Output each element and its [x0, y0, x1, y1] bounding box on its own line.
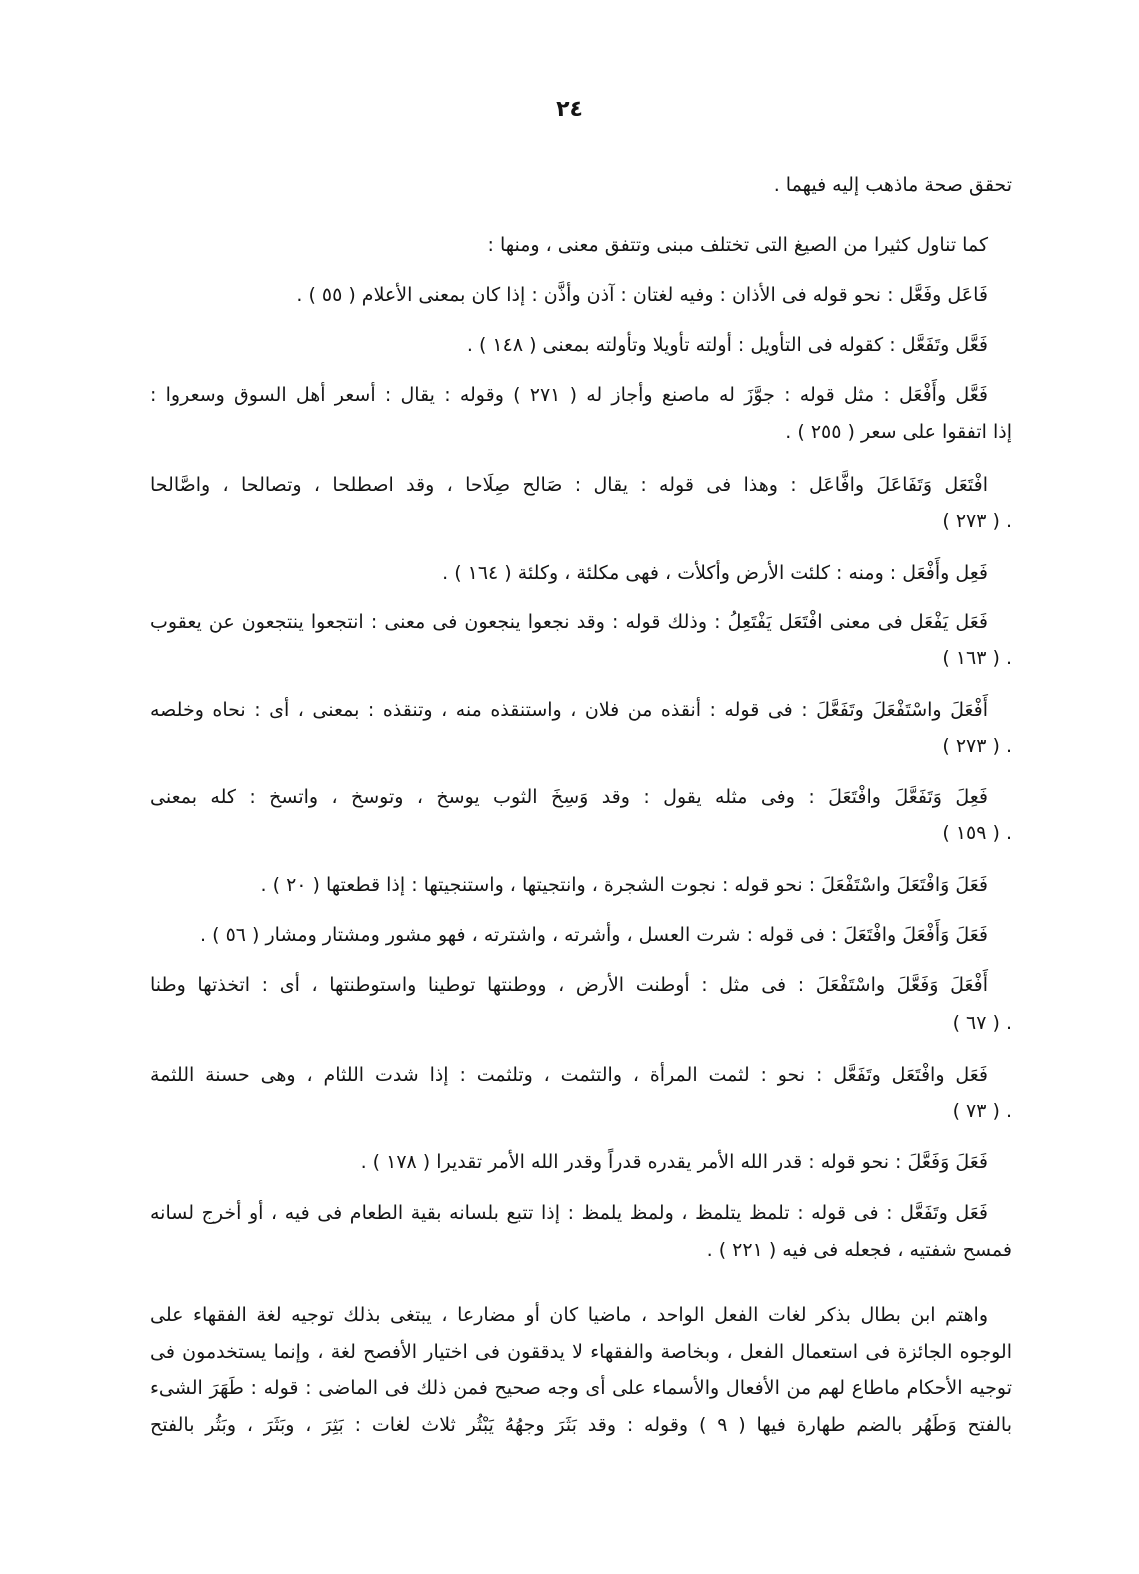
entry-9-line-1: فَعَلَ وَافْتَعَلَ واسْتَفْعَلَ : نحو قوله : نجوت الشجرة ، وانتجيتها ، واستنجيتها : إذا قطعتها ( ٢٠ ) .: [260, 874, 988, 896]
entry-12-line-2: ( ٧٣ ) .: [952, 1100, 1012, 1122]
entry-7-line-2: ( ٢٧٣ ) .: [942, 735, 1012, 757]
entry-3-line-2: إذا اتفقوا على سعر ( ٢٥٥ ) .: [785, 421, 1012, 443]
text-block: [150, 0, 1012, 1574]
entry-3-line-1: فَعَّل وأَفْعَل : مثل قوله : جوَّزَ له ماصنع وأجاز له ( ٢٧١ ) وقوله : يقال : أسعر أهل السوق وسعروا :: [150, 384, 988, 406]
entry-4-line-1: افْتَعَل وَتَفَاعَلَ وافَّاعَل : وهذا فى قوله : يقال : صَالح صِلَاحا ، وقد اصطلحا ، وتصالحا ، واصَّالحا: [150, 474, 988, 496]
paragraph-line-2: الوجوه الجائزة فى استعمال الفعل ، وبخاصة والفقهاء لا يدققون فى اختيار الأفصح لغة ، وإنما يستخدمون فى: [150, 1341, 1012, 1363]
entry-12-line-1: فَعَل وافْتَعَل وتَفَعَّل : نحو : لثمت المرأة ، والتثمت ، وتلثمت : إذا شدت اللثام ، وهى حسنة اللثمة: [150, 1064, 988, 1086]
paragraph-line-3: توجيه الأحكام ماطاع لهم من الأفعال والأسماء على أى وجه صحيح فمن ذلك فى الماضى : قوله : طَهَرَ الشىء: [150, 1377, 1012, 1399]
lead-line: كما تناول كثيرا من الصيغ التى تختلف مبنى وتتفق معنى ، ومنها :: [487, 234, 988, 256]
entry-8-line-2: ( ١٥٩ ) .: [942, 822, 1012, 844]
entry-2-line-1: فَعَّل وتَفَعَّل : كقوله فى التأويل : أولته تأويلا وتأولته بمعنى ( ١٤٨ ) .: [466, 334, 988, 356]
entry-11-line-1: أَفْعَلَ وَفَعَّلَ واسْتَفْعَلَ : فى مثل : أوطنت الأرض ، ووطنتها توطينا واستوطنتها ، أى : اتخذتها وطنا: [150, 974, 988, 996]
entry-13-line-1: فَعَلَ وَفَعَّلَ : نحو قوله : قدر الله الأمر يقدره قدراً وقدر الله الأمر تقديرا ( ١٧٨ ) .: [360, 1151, 988, 1173]
entry-7-line-1: أَفْعَلَ واسْتَفْعَلَ وتَفَعَّلَ : فى قوله : أنقذه من فلان ، واستنقذه منه ، وتنقذه : بمعنى ، أى : نحاه وخلصه: [150, 699, 988, 721]
entry-6-line-1: فَعَل يَفْعَل فى معنى افْتَعَل يَفْتَعِلُ : وذلك قوله : وقد نجعوا ينجعون فى معنى : انتجعوا ينتجعون عن يعقوب: [150, 611, 988, 633]
entry-11-line-2: ( ٦٧ ) .: [952, 1012, 1012, 1034]
entry-14-line-2: فمسح شفتيه ، فجعله فى فيه ( ٢٢١ ) .: [706, 1239, 1012, 1261]
page-number: ٢٤: [556, 97, 583, 122]
entry-10-line-1: فَعَلَ وَأَفْعَلَ وافْتَعَلَ : فى قوله : شرت العسل ، وأشرته ، واشترته ، فهو مشور ومشتار ومشار ( ٥٦ ) .: [200, 924, 988, 946]
entry-1-line-1: فَاعَل وفَعَّل : نحو قوله فى الأذان : وفيه لغتان : آذن وأذَّن : إذا كان بمعنى الأعلام ( ٥٥ ) .: [296, 284, 988, 306]
paragraph-line-1: واهتم ابن بطال بذكر لغات الفعل الواحد ، ماضيا كان أو مضارعا ، يبتغى بذلك توجيه لغة الفقهاء على: [150, 1304, 988, 1326]
paragraph-line-4: بالفتح وَطَهُر بالضم طهارة فيها ( ٩ ) وقوله : وقد بَثَرَ وجهُهُ يَبْثُر ثلاث لغات : بَثِرَ ، وبَثَرَ ، وبَثُر بالفتح: [150, 1414, 1012, 1436]
entry-4-line-2: ( ٢٧٣ ) .: [942, 510, 1012, 532]
entry-6-line-2: ( ١٦٣ ) .: [942, 647, 1012, 669]
entry-14-line-1: فَعَل وتَفَعَّل : فى قوله : تلمظ يتلمظ ، ولمظ يلمظ : إذا تتبع بلسانه بقية الطعام فى فيه ، أو أخرج لسانه: [150, 1202, 988, 1224]
entry-8-line-1: فَعِلَ وَتَفَعَّلَ وافْتَعَلَ : وفى مثله يقول : وقد وَسِخَ الثوب يوسخ ، وتوسخ ، واتسخ : كله بمعنى: [150, 786, 988, 808]
intro-line: تحقق صحة ماذهب إليه فيهما .: [773, 174, 1012, 196]
entry-5-line-1: فَعِل وأَفْعَل : ومنه : كلئت الأرض وأكلأت ، فهى مكلئة ، وكلئة ( ١٦٤ ) .: [442, 562, 988, 584]
